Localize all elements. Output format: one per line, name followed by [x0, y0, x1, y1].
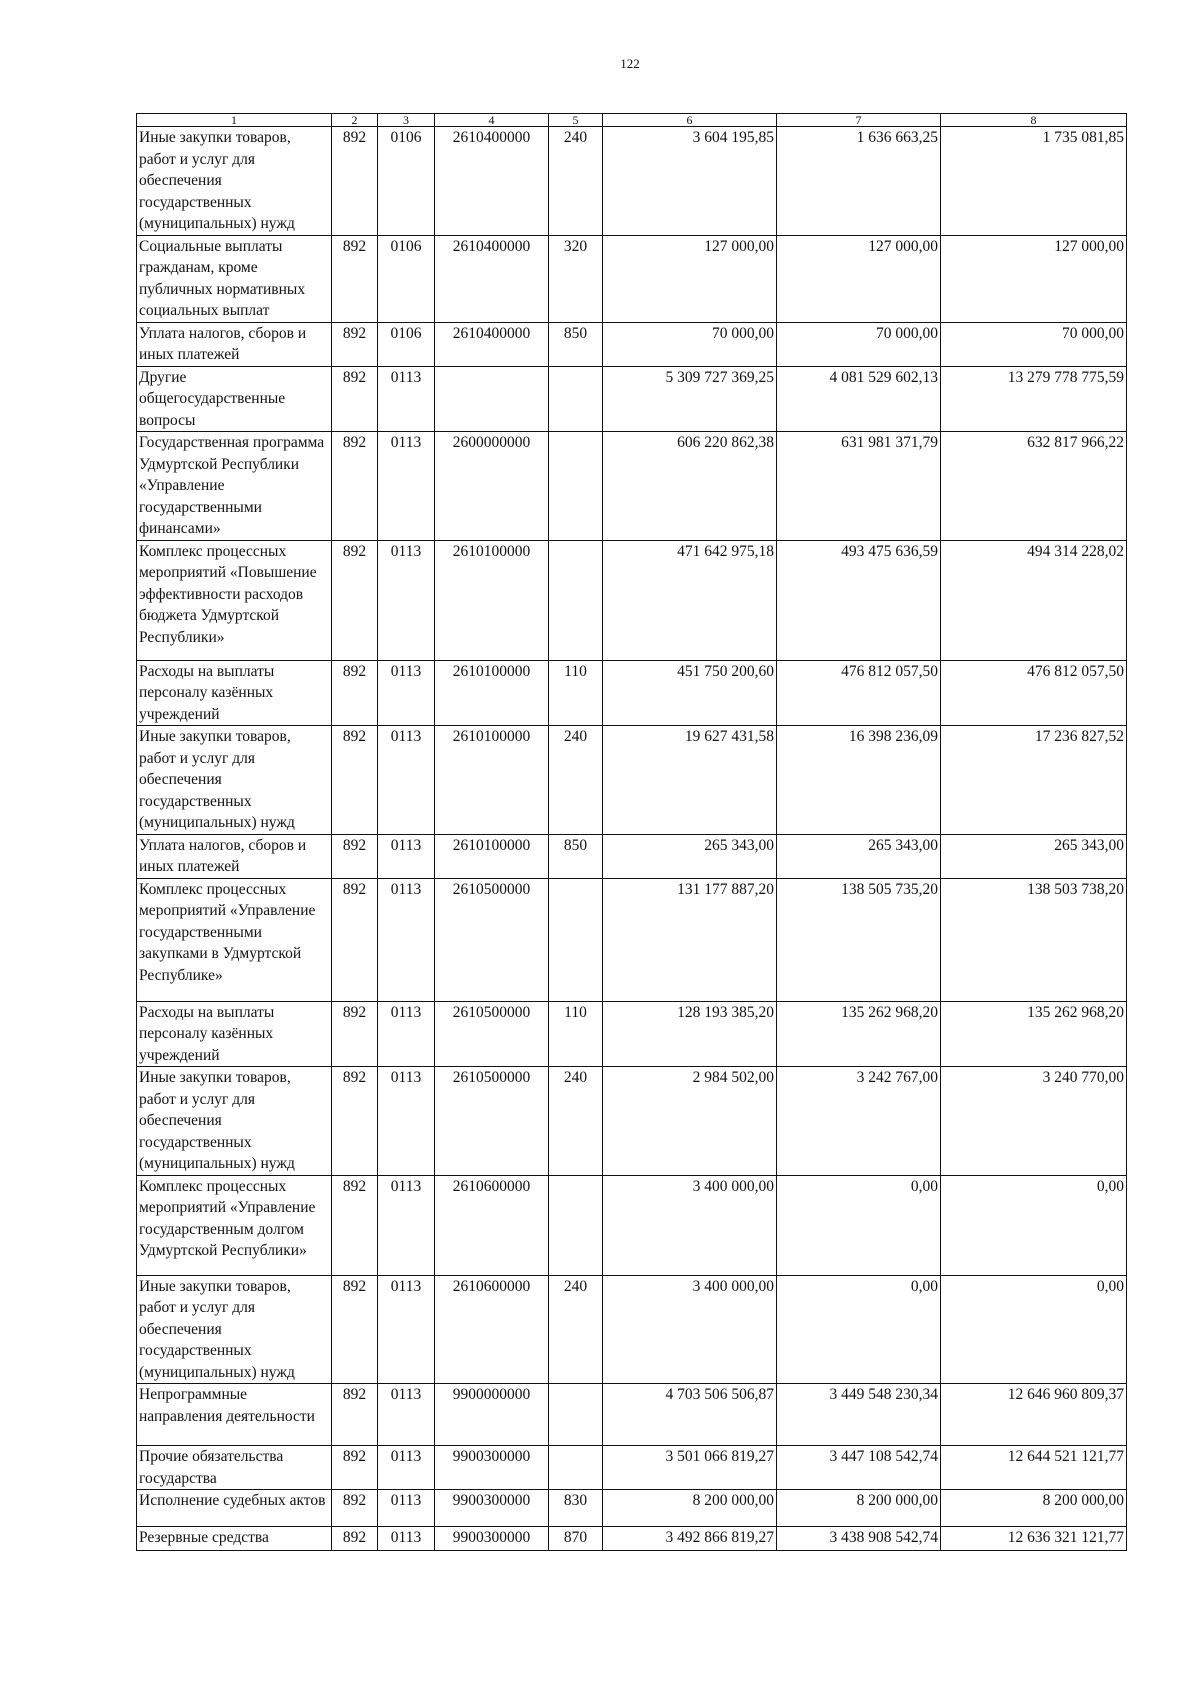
- section-code: 0106: [378, 322, 435, 366]
- ministry-code: 892: [332, 235, 378, 322]
- amount-col-7: 138 505 735,20: [777, 878, 941, 1001]
- section-code: 0113: [378, 432, 435, 541]
- amount-col-7: 135 262 968,20: [777, 1001, 941, 1067]
- section-code: 0113: [378, 726, 435, 835]
- expense-type-code: 240: [549, 1275, 603, 1384]
- amount-col-7: 3 449 548 230,34: [777, 1384, 941, 1446]
- table-row: [137, 235, 1127, 322]
- table-row: [137, 432, 1127, 541]
- amount-col-8: 127 000,00: [941, 235, 1127, 322]
- ministry-code: 892: [332, 432, 378, 541]
- section-code: 0113: [378, 834, 435, 878]
- target-article-code: 9900300000: [435, 1527, 549, 1551]
- amount-col-8: 0,00: [941, 1275, 1127, 1384]
- expense-type-code: [549, 878, 603, 1001]
- table-row: [137, 726, 1127, 835]
- amount-col-6: 8 200 000,00: [603, 1490, 777, 1527]
- page-number: 122: [620, 56, 640, 71]
- table-row: [137, 878, 1127, 1001]
- expense-type-code: [549, 1175, 603, 1275]
- row-name: Непрограммные направления деятельности: [137, 1384, 332, 1446]
- amount-col-7: 0,00: [777, 1275, 941, 1384]
- amount-col-8: 138 503 738,20: [941, 878, 1127, 1001]
- row-name: Социальные выплаты гражданам, кроме публичных нормативных социальных выплат: [137, 235, 332, 322]
- expense-type-code: 240: [549, 1067, 603, 1176]
- row-name: Резервные средства: [137, 1527, 332, 1551]
- section-code: 0113: [378, 1490, 435, 1527]
- expense-type-code: [549, 540, 603, 660]
- amount-col-8: 12 646 960 809,37: [941, 1384, 1127, 1446]
- target-article-code: 2610100000: [435, 834, 549, 878]
- amount-col-7: 0,00: [777, 1175, 941, 1275]
- amount-col-7: 3 438 908 542,74: [777, 1527, 941, 1551]
- row-name: Государственная программа Удмуртской Республики «Управление государственными финансами»: [137, 432, 332, 541]
- expense-type-code: 870: [549, 1527, 603, 1551]
- column-number: 8: [941, 114, 1127, 127]
- expense-type-code: [549, 432, 603, 541]
- expense-type-code: 320: [549, 235, 603, 322]
- amount-col-7: 8 200 000,00: [777, 1490, 941, 1527]
- amount-col-6: 70 000,00: [603, 322, 777, 366]
- amount-col-7: 127 000,00: [777, 235, 941, 322]
- section-code: 0113: [378, 1175, 435, 1275]
- expense-type-code: [549, 366, 603, 432]
- ministry-code: 892: [332, 878, 378, 1001]
- row-name: Комплекс процессных мероприятий «Управление государственными закупками в Удмуртской Республике»: [137, 878, 332, 1001]
- amount-col-7: 1 636 663,25: [777, 127, 941, 236]
- target-article-code: 2610100000: [435, 726, 549, 835]
- section-code: 0113: [378, 1446, 435, 1490]
- section-code: 0113: [378, 366, 435, 432]
- row-name: Другие общегосударственные вопросы: [137, 366, 332, 432]
- target-article-code: 2610500000: [435, 878, 549, 1001]
- column-number: 5: [549, 114, 603, 127]
- ministry-code: 892: [332, 1490, 378, 1527]
- table-row: [137, 834, 1127, 878]
- column-number: 7: [777, 114, 941, 127]
- amount-col-6: 265 343,00: [603, 834, 777, 878]
- column-number: 3: [378, 114, 435, 127]
- column-number: 1: [137, 114, 332, 127]
- section-code: 0113: [378, 1275, 435, 1384]
- ministry-code: 892: [332, 834, 378, 878]
- row-name: Иные закупки товаров, работ и услуг для обеспечения государственных (муниципальных) нужд: [137, 1067, 332, 1176]
- expense-type-code: 850: [549, 834, 603, 878]
- target-article-code: 2610400000: [435, 127, 549, 236]
- row-name: Исполнение судебных актов: [137, 1490, 332, 1527]
- ministry-code: 892: [332, 1275, 378, 1384]
- row-name: Расходы на выплаты персоналу казённых учреждений: [137, 1001, 332, 1067]
- row-name: Иные закупки товаров, работ и услуг для обеспечения государственных (муниципальных) нужд: [137, 726, 332, 835]
- amount-col-7: 631 981 371,79: [777, 432, 941, 541]
- row-name: Иные закупки товаров, работ и услуг для обеспечения государственных (муниципальных) нужд: [137, 1275, 332, 1384]
- amount-col-8: 632 817 966,22: [941, 432, 1127, 541]
- section-code: 0113: [378, 1527, 435, 1551]
- table-row: [137, 1275, 1127, 1384]
- amount-col-6: 131 177 887,20: [603, 878, 777, 1001]
- amount-col-7: 476 812 057,50: [777, 660, 941, 726]
- section-code: 0106: [378, 235, 435, 322]
- ministry-code: 892: [332, 660, 378, 726]
- expense-type-code: [549, 1384, 603, 1446]
- amount-col-8: 476 812 057,50: [941, 660, 1127, 726]
- section-code: 0113: [378, 540, 435, 660]
- ministry-code: 892: [332, 127, 378, 236]
- section-code: 0113: [378, 1384, 435, 1446]
- ministry-code: 892: [332, 1175, 378, 1275]
- amount-col-6: 606 220 862,38: [603, 432, 777, 541]
- amount-col-8: 265 343,00: [941, 834, 1127, 878]
- amount-col-6: 471 642 975,18: [603, 540, 777, 660]
- amount-col-7: 3 242 767,00: [777, 1067, 941, 1176]
- table-row: [137, 366, 1127, 432]
- target-article-code: 2610100000: [435, 660, 549, 726]
- ministry-code: 892: [332, 1001, 378, 1067]
- target-article-code: 9900300000: [435, 1446, 549, 1490]
- amount-col-7: 70 000,00: [777, 322, 941, 366]
- amount-col-8: 13 279 778 775,59: [941, 366, 1127, 432]
- amount-col-8: 3 240 770,00: [941, 1067, 1127, 1176]
- row-name: Уплата налогов, сборов и иных платежей: [137, 834, 332, 878]
- table-row: [137, 540, 1127, 660]
- column-number: 2: [332, 114, 378, 127]
- section-code: 0113: [378, 1067, 435, 1176]
- amount-col-8: 1 735 081,85: [941, 127, 1127, 236]
- amount-col-6: 127 000,00: [603, 235, 777, 322]
- table-row: [137, 1384, 1127, 1446]
- table-body: [137, 127, 1127, 1551]
- target-article-code: 2610600000: [435, 1175, 549, 1275]
- table-row: [137, 1001, 1127, 1067]
- amount-col-6: 3 400 000,00: [603, 1275, 777, 1384]
- ministry-code: 892: [332, 1384, 378, 1446]
- table-row: [137, 1490, 1127, 1527]
- ministry-code: 892: [332, 1067, 378, 1176]
- expense-type-code: 240: [549, 726, 603, 835]
- table-row: [137, 1175, 1127, 1275]
- amount-col-6: 3 604 195,85: [603, 127, 777, 236]
- table-row: [137, 1446, 1127, 1490]
- target-article-code: [435, 366, 549, 432]
- amount-col-8: 12 636 321 121,77: [941, 1527, 1127, 1551]
- ministry-code: 892: [332, 1527, 378, 1551]
- ministry-code: 892: [332, 366, 378, 432]
- amount-col-8: 17 236 827,52: [941, 726, 1127, 835]
- section-code: 0113: [378, 878, 435, 1001]
- ministry-code: 892: [332, 1446, 378, 1490]
- amount-col-6: 3 501 066 819,27: [603, 1446, 777, 1490]
- row-name: Иные закупки товаров, работ и услуг для обеспечения государственных (муниципальных) нужд: [137, 127, 332, 236]
- amount-col-7: 3 447 108 542,74: [777, 1446, 941, 1490]
- expense-type-code: 110: [549, 660, 603, 726]
- amount-col-7: 4 081 529 602,13: [777, 366, 941, 432]
- amount-col-6: 451 750 200,60: [603, 660, 777, 726]
- target-article-code: 2610100000: [435, 540, 549, 660]
- target-article-code: 2610400000: [435, 322, 549, 366]
- amount-col-6: 2 984 502,00: [603, 1067, 777, 1176]
- table-header: [137, 114, 1127, 127]
- ministry-code: 892: [332, 540, 378, 660]
- amount-col-7: 16 398 236,09: [777, 726, 941, 835]
- budget-table: [136, 113, 1127, 1551]
- target-article-code: 2610500000: [435, 1067, 549, 1176]
- target-article-code: 2600000000: [435, 432, 549, 541]
- amount-col-8: 135 262 968,20: [941, 1001, 1127, 1067]
- section-code: 0106: [378, 127, 435, 236]
- row-name: Расходы на выплаты персоналу казённых учреждений: [137, 660, 332, 726]
- target-article-code: 2610500000: [435, 1001, 549, 1067]
- amount-col-7: 265 343,00: [777, 834, 941, 878]
- amount-col-7: 493 475 636,59: [777, 540, 941, 660]
- amount-col-6: 5 309 727 369,25: [603, 366, 777, 432]
- amount-col-8: 12 644 521 121,77: [941, 1446, 1127, 1490]
- column-number-row: [137, 114, 1127, 127]
- target-article-code: 2610400000: [435, 235, 549, 322]
- section-code: 0113: [378, 660, 435, 726]
- amount-col-6: 19 627 431,58: [603, 726, 777, 835]
- amount-col-6: 3 492 866 819,27: [603, 1527, 777, 1551]
- expense-type-code: 850: [549, 322, 603, 366]
- expense-type-code: 110: [549, 1001, 603, 1067]
- amount-col-8: 0,00: [941, 1175, 1127, 1275]
- row-name: Прочие обязательства государства: [137, 1446, 332, 1490]
- table-row: [137, 1527, 1127, 1551]
- expense-type-code: 830: [549, 1490, 603, 1527]
- row-name: Комплекс процессных мероприятий «Управление государственным долгом Удмуртской Республики»: [137, 1175, 332, 1275]
- target-article-code: 9900300000: [435, 1490, 549, 1527]
- amount-col-6: 3 400 000,00: [603, 1175, 777, 1275]
- column-number: 6: [603, 114, 777, 127]
- amount-col-6: 4 703 506 506,87: [603, 1384, 777, 1446]
- amount-col-6: 128 193 385,20: [603, 1001, 777, 1067]
- table-row: [137, 127, 1127, 236]
- ministry-code: 892: [332, 726, 378, 835]
- ministry-code: 892: [332, 322, 378, 366]
- row-name: Комплекс процессных мероприятий «Повышение эффективности расходов бюджета Удмуртской Республики»: [137, 540, 332, 660]
- expense-type-code: [549, 1446, 603, 1490]
- target-article-code: 2610600000: [435, 1275, 549, 1384]
- amount-col-8: 494 314 228,02: [941, 540, 1127, 660]
- table-row: [137, 660, 1127, 726]
- amount-col-8: 8 200 000,00: [941, 1490, 1127, 1527]
- section-code: 0113: [378, 1001, 435, 1067]
- row-name: Уплата налогов, сборов и иных платежей: [137, 322, 332, 366]
- amount-col-8: 70 000,00: [941, 322, 1127, 366]
- expense-type-code: 240: [549, 127, 603, 236]
- target-article-code: 9900000000: [435, 1384, 549, 1446]
- table-row: [137, 322, 1127, 366]
- table-row: [137, 1067, 1127, 1176]
- column-number: 4: [435, 114, 549, 127]
